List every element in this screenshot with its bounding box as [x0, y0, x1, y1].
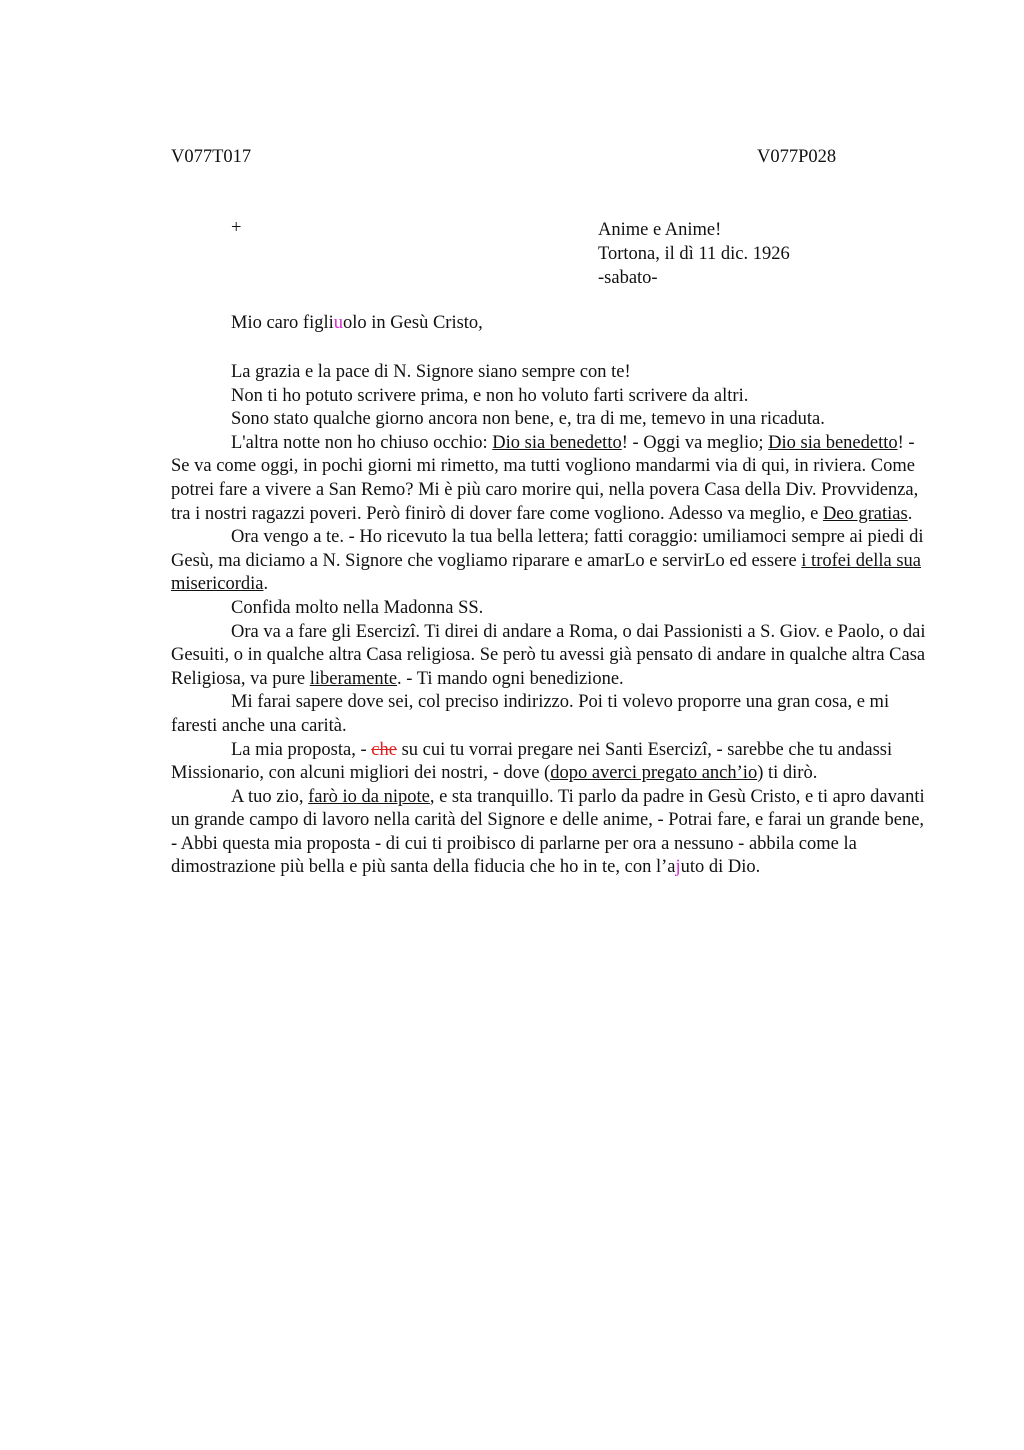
letter-body [171, 361, 931, 880]
paragraph-greeting: La grazia e la pace di N. Signore siano sempre con te! [231, 362, 631, 382]
document-code-right: V077P028 [757, 147, 837, 167]
salutation: Mio caro figliuolo in Gesù Cristo, [231, 313, 483, 333]
underlined-text: liberamente [309, 668, 398, 689]
struck-text: che [371, 739, 397, 760]
underlined-text: i trofei della sua misericordia [171, 550, 921, 595]
letter-heading [598, 218, 790, 290]
underlined-text: Deo gratias [822, 503, 908, 524]
paragraph-night: L'altra notte non ho chiuso occhio: Dio sia benedetto! - Oggi va meglio; Dio sia benedetto! - Se va come oggi, in pochi giorni mi rimetto, ma tutti vogliono mandarmi via di qui, in riviera. Come potrei fare a vivere a San Remo? Mi è più caro morire qui, nella povera Casa della Div. Provvidenza, tra i nostri ragazzi poveri. Però finirò di dover fare come vogliono. Adesso va meglio, e Deo gratias. [171, 432, 919, 524]
day: -sabato- [598, 268, 658, 288]
cross-symbol: + [231, 218, 242, 238]
paragraph-exercises: Ora va a fare gli Esercizî. Ti direi di andare a Roma, o dai Passionisti a S. Giov. e Paolo, o dai Gesuiti, o in qualche altra Casa religiosa. Se però tu avessi già pensato di andare in qualche altra Casa Religiosa, va pure liberamente. - Ti mando ogni benedizione. [171, 621, 926, 689]
underlined-text: farò io da nipote [308, 786, 430, 807]
document-code-left: V077T017 [171, 147, 252, 167]
place-date: Tortona, il dì 11 dic. 1926 [598, 244, 790, 264]
paragraph-apology: Non ti ho potuto scrivere prima, e non ho voluto farti scrivere da altri. [231, 385, 749, 406]
underlined-text: Dio sia benedetto [492, 432, 622, 453]
motto: Anime e Anime! [598, 220, 722, 240]
paragraph-uncle: A tuo zio, farò io da nipote, e sta tranquillo. Ti parlo da padre in Gesù Cristo, e ti apro davanti un grande campo di lavoro nella carità del Signore e delle anime, - Potrai fare, e farai un grande bene, - Abbi questa mia proposta - di cui ti proibisco di parlarne per ora a nessuno - abbila come la dimostrazione più bella e più santa della fiducia che ho in te, con l’ajuto di Dio. [171, 786, 925, 878]
paragraph-health: Sono stato qualche giorno ancora non bene, e, tra di me, temevo in una ricaduta. [231, 409, 825, 430]
underlined-text: Dio sia benedetto [768, 432, 898, 453]
paragraph-madonna: Confida molto nella Madonna SS. [231, 597, 484, 618]
paragraph-reply: Ora vengo a te. - Ho ricevuto la tua bella lettera; fatti coraggio: umiliamoci sempre ai piedi di Gesù, ma diciamo a N. Signore che vogliamo riparare e amarLo e servirLo ed essere i trofei della sua misericordia. [171, 527, 924, 595]
editorial-mark: u [333, 313, 344, 333]
editorial-mark: j [675, 857, 681, 878]
paragraph-proposal: La mia proposta, - che su cui tu vorrai pregare nei Santi Esercizî, - sarebbe che tu andassi Missionario, con alcuni migliori dei nostri, - dove (dopo averci pregato anch’io) ti dirò. [171, 739, 893, 784]
paragraph-address: Mi farai sapere dove sei, col preciso indirizzo. Poi ti volevo proporre una gran cosa, e mi faresti anche una carità. [171, 692, 890, 736]
underlined-text: dopo averci pregato anch’io [550, 763, 758, 784]
